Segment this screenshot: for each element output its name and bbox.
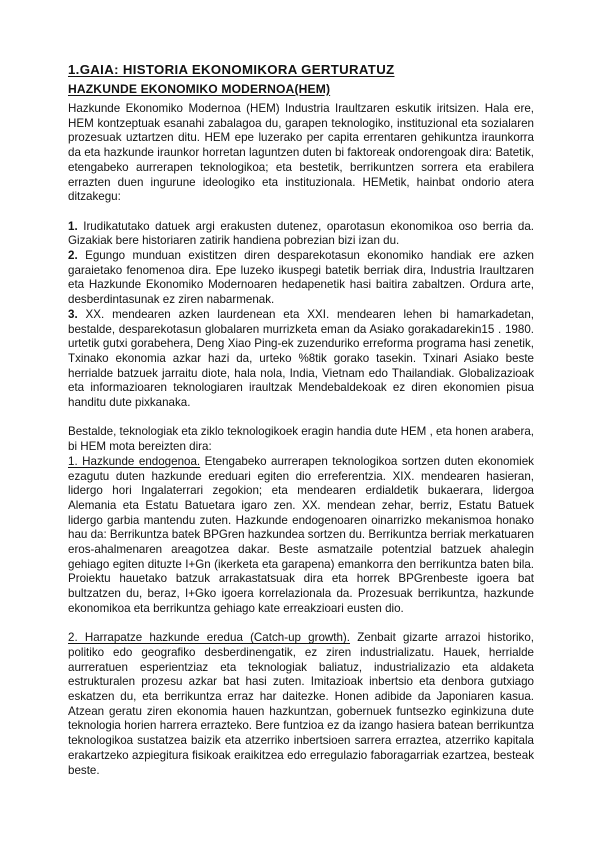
paragraph-spacer [68,205,534,220]
growth-type-endogenous-heading: 1. Hazkunde endogenoa. [68,454,201,468]
numbered-point-1 [68,220,534,249]
growth-type-catchup-text: Zenbait gizarte arrazoi historiko, politiko edo geografiko desberdinengatik, ez ziren industrializatu. Hauek, herrialde aurreratuen esperientziaz eta teknologiak baliatuz, industrializazio eta aldaketa estrukturalen prozesu azkar bat hasi zuten. Imitazioak inbertsio eta denbora gutxiago eskatzen du, eta berrikuntza erraz har daitezke. Honen adibide da Japoniaren kasua. Atzean geratu ziren ekonomia hauen hazkuntzan, gobernuek funtsezko eginkizuna dute teknologia horien harrera errazteko. Bere funtzioa ez da izango hasiera batean berrikuntza teknologikoa sustatzea baizik eta atzerriko inbertsioen sarrera erraztea, atzerriko kapitala erakartzeko azpiegitura fisikoak eraikitzea edo erregulazio faboragarriak ezartzea, besteak beste. [68,631,534,777]
numbered-point-3 [68,308,534,411]
paragraph-spacer [68,411,534,426]
numbered-point-3-text: XX. mendearen azken laurdenean eta XXI. mendearen lehen bi hamarkadetan, bestalde, desparekotasun globalaren murrizketa eman da Asiako gorakadarekin15 . 1980. urtetik gutxi gorabehera, Deng Xiao Ping-ek zuzenduriko erreforma programa hasi zenetik, Txinako ekonomia azkar hazi da, urteko %8tik gorako tasekin. Txinari Asiako beste herrialde batzuek jarraitu diote, hala nola, India, Vietnam edo Thailandiak. Globalizazioak eta informazioaren teknologiaren iraultzak Mendebaldekoak ez diren ekonomien pisua handitu dute pixkanaka. [68,307,534,410]
growth-type-catchup [68,631,534,778]
numbered-point-1-text: Irudikatutako datuek argi erakusten dutenez, oparotasun ekonomikoa oso berria da. Gizakiak bere historiaren zatirik handiena pobrezian bizi izan du. [68,219,534,248]
growth-type-endogenous [68,455,534,617]
numbered-point-2-text: Egungo munduan existitzen diren desparekotasun ekonomiko handiak ere azken garaietako fenomenoa dira. Epe luzeko ikuspegi batetik berriak dira, Industria Iraultzaren eta Hazkunde Ekonomiko Modernoaren hedapenetik hasi baitira zabaltzen. Ordura arte, desberdintasunak ez ziren nabarmenak. [68,249,534,307]
numbered-point-2 [68,249,534,308]
growth-type-catchup-heading: 2. Harrapatze hazkunde eredua (Catch-up growth). [68,631,351,645]
numbered-point-3-marker: 3. [68,307,78,321]
intro-paragraph: Hazkunde Ekonomiko Modernoa (HEM) Industria Iraultzaren eskutik iritsizen. Hala ere, HEM kontzeptuak esanahi zabalagoa du, garapen teknologiko, instituzional eta sozialaren prozesuak uztartzen ditu. HEM epe luzerako per capita errentaren gehikuntza iraunkorra da eta hazkunde iraunkor horretan laguntzen duten bi faktoreak ondorengoak dira: Batetik, etengabeko aurrerapen teknologikoa; eta bestetik, berrikuntzen sorrera eta erabilera errazten duen ingurune ideologiko eta instituzionala. HEMetik, hainbat ondorio atera ditzakegu: [68,102,534,204]
numbered-point-2-marker: 2. [68,249,78,263]
growth-type-endogenous-text: Etengabeko aurrerapen teknologikoa sortzen duten ekonomiek ezagutu duten hazkunde ereduari egiten dio erreferentzia. XIX. mendearen hasieran, lidergo hori Ingalaterrari zegokion; eta mendearen erdialdetik bukaerara, lidergoa Alemania eta Estatu Batuetara igaro zen. XX. mendean zehar, berriz, Estatu Batuek lidergo garbia mantendu zuten. Hazkunde endogenoaren oinarrizko mekanismoa honako hau da: Berrikuntza batek BPGren hazkundea sortzen du. Berrikuntza berriak merkatuaren eros-ahalmenaren areagotzea dakar. Beste asmatzaile potentzial batzuek ahalegin gehiago egiten dituzte I+Gn (ikerketa eta garapena) emankorra den berrikuntza baten bila. Proiektu hauetako batzuk arrakastatsuak dira eta horrek BPGrenbeste igoera bat bultzatzen du, beraz, I+Gko igoera korrelazionala da. Prozesuak berrikuntza, hazkunde ekonomikoa eta berrikuntza gehiago kate erreakzioari eusten dio. [68,454,534,615]
numbered-point-1-marker: 1. [68,219,78,233]
paragraph-spacer [68,617,534,632]
page-title: 1.GAIA: HISTORIA EKONOMIKORA GERTURATUZ [68,62,395,77]
page-subtitle: HAZKUNDE EKONOMIKO MODERNOA(HEM) [68,82,331,96]
transition-paragraph: Bestalde, teknologiak eta ziklo teknologikoek eragin handia dute HEM , eta honen arabera, bi HEM mota bereizten dira: [68,425,534,454]
